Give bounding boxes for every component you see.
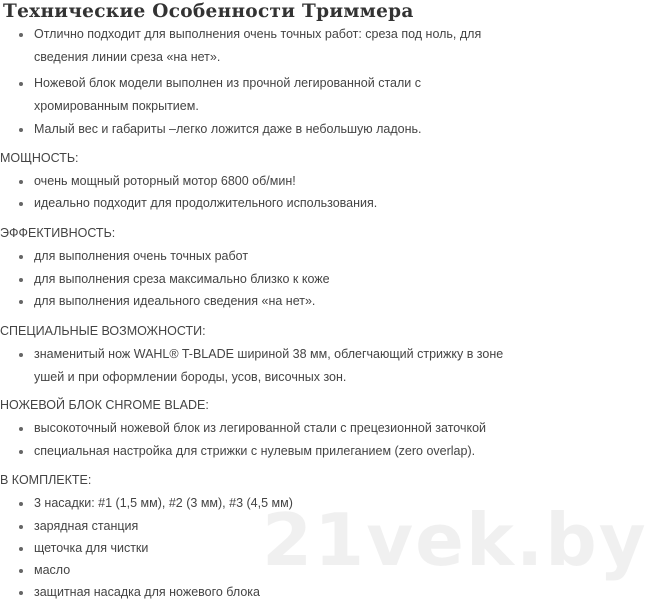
kit-item-1: 3 насадки: #1 (1,5 мм), #2 (3 мм), #3 (4,5 мм) (34, 492, 518, 515)
efficiency-item-1: для выполнения очень точных работ (34, 245, 518, 268)
kit-item-2: зарядная станция (34, 515, 518, 538)
kit-item-3: щеточка для чистки (34, 537, 518, 560)
kit-item-5: защитная насадка для ножевого блока (34, 581, 518, 604)
power-item-2: идеально подходит для продолжительного использования. (34, 192, 518, 215)
blade-item-1: высокоточный ножевой блок из легированной стали с прецезионной заточкой (34, 417, 518, 440)
special-heading: СПЕЦИАЛЬНЫЕ ВОЗМОЖНОСТИ: (0, 324, 206, 338)
blade-item-2: специальная настройка для стрижки с нулевым прилеганием (zero overlap). (34, 440, 518, 463)
watermark: 21vek.by (262, 498, 648, 582)
kit-item-4: масло (34, 559, 518, 582)
efficiency-heading: ЭФФЕКТИВНОСТЬ: (0, 226, 116, 240)
features-item-2: Ножевой блок модели выполнен из прочной легированной стали с хромированным покрытием. (34, 72, 518, 118)
features-item-1: Отлично подходит для выполнения очень точных работ: среза под ноль, для сведения линии среза «на нет». (34, 23, 518, 69)
kit-heading: В КОМПЛЕКТЕ: (0, 473, 92, 487)
power-heading: МОЩНОСТЬ: (0, 151, 79, 165)
page-title: Технические Особенности Триммера (3, 1, 414, 22)
power-item-1: очень мощный роторный мотор 6800 об/мин! (34, 170, 518, 193)
special-item-1: знаменитый нож WAHL® T-BLADE шириной 38 мм, облегчающий стрижку в зоне ушей и при оформлении бороды, усов, височных зон. (34, 343, 518, 389)
efficiency-item-2: для выполнения среза максимально близко к коже (34, 268, 518, 291)
blade-heading: НОЖЕВОЙ БЛОК CHROME BLADE: (0, 398, 209, 412)
features-item-3: Малый вес и габариты –легко ложится даже в небольшую ладонь. (34, 118, 518, 141)
efficiency-item-3: для выполнения идеального сведения «на нет». (34, 290, 518, 313)
